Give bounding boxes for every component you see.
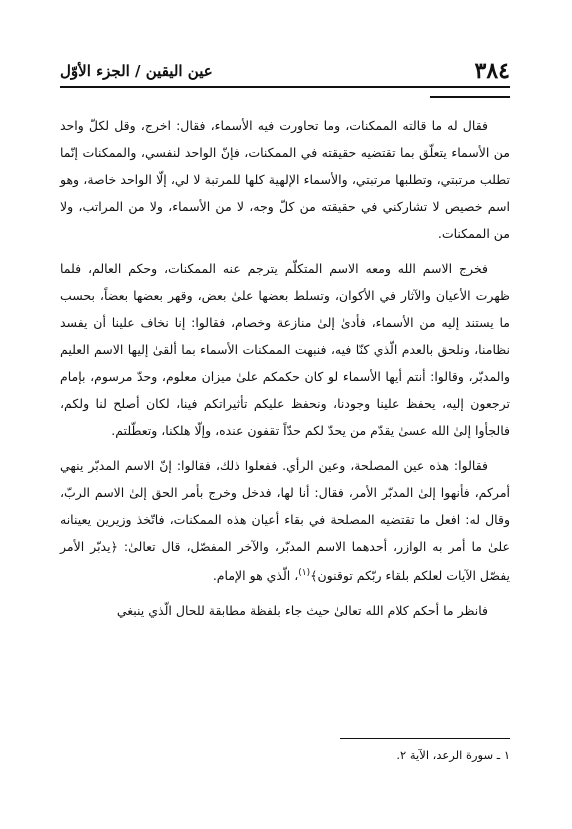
paragraph-4: فانظر ما أحكم كلام الله تعالىٰ حيث جاء بلفظة مطابقة للحال الّذي ينبغي [116,603,488,619]
paragraph-2: فخرج الاسم الله ومعه الاسم المتكلّم يترجم عنه الممكنات، وحكم العالم، فلما ظهرت الأعيان والآثار في الأكوان، وتسلط بعضها علىٰ بعض، وقهر بعضها بعضاً، بحسب ما يستند إليه من الأسماء، فأدىٰ إلىٰ منازعة وخصام، فقالوا: إنا نخاف علينا أن يفسد نظامنا، ونلحق بالعدم الّذي كنّا فيه، فنبهت الممكنات الأسماء بما ألقىٰ إليها الاسم العليم والمدبّر، وقالوا: أنتم أيها الأسماء لو كان حكمكم علىٰ ميزان معلوم، وحدّ مرسوم، بإمام ترجعون إليه، يحفظ علينا وجودنا، ونحفظ عليكم تأثيراتكم فينا، لكان أصلح لنا ولكم، فالجأوا إلىٰ الله عسىٰ يقدّم من يحدّ لكم حدّاً تقفون عنده، وإلّا هلكنا، وتعطّلتم. [60,261,510,438]
page-number: ٣٨٤ [474,58,510,84]
header-corner-rule [430,86,510,98]
paragraph-3 [60,452,510,589]
footnote-marker: (١) [298,568,311,578]
body-text [60,112,510,632]
footnote-rule [340,738,510,739]
footnote: ١ ـ سورة الرعد، الآية ٢. [396,748,510,762]
paragraph-3-tail: ، الّذي هو الإمام. [212,568,299,584]
paragraph-3-text: فقالوا: هذه عين المصلحة، وعين الرأي. ففعلوا ذلك، فقالوا: إنّ الاسم المدبّر ينهي أمركم، فأنهوا إلىٰ المدبّر الأمر، فقال: أنا لها، فدخل وخرج بأمر الحق إلىٰ الاسم الربّ، وقال له: افعل ما تقتضيه المصلحة في بقاء أعيان هذه الممكنات، فاتّخذ وزيرين يعينانه علىٰ ما أمر به الوازر، أحدهما الاسم المدبّر، والآخر المفصّل، قال تعالىٰ: ﴿يدبّر الأمر يفصّل الآيات لعلكم بلقاء ربّكم توقنون﴾ [60,458,510,584]
paragraph-1: فقال له ما قالته الممكنات، وما تحاورت فيه الأسماء، فقال: اخرج، وقل لكلّ واحد من الأسماء يتعلّق بما تقتضيه حقيقته في الممكنات، فإنّ الواحد لنفسي، والممكنات إنّما تطلب مرتبتي، وتطلبها مرتبتي، والأسماء الإلهية كلها للمرتبة لا لي، إلّا الواحد خاصة، وهو اسم خصيص لا تشاركني في حقيقته من كلّ وجه، لا من الأسماء، ولا من المراتب، ولا من الممكنات. [60,118,510,241]
running-title: عين اليقين / الجزء الأوّل [60,62,213,80]
page-header [60,56,510,96]
